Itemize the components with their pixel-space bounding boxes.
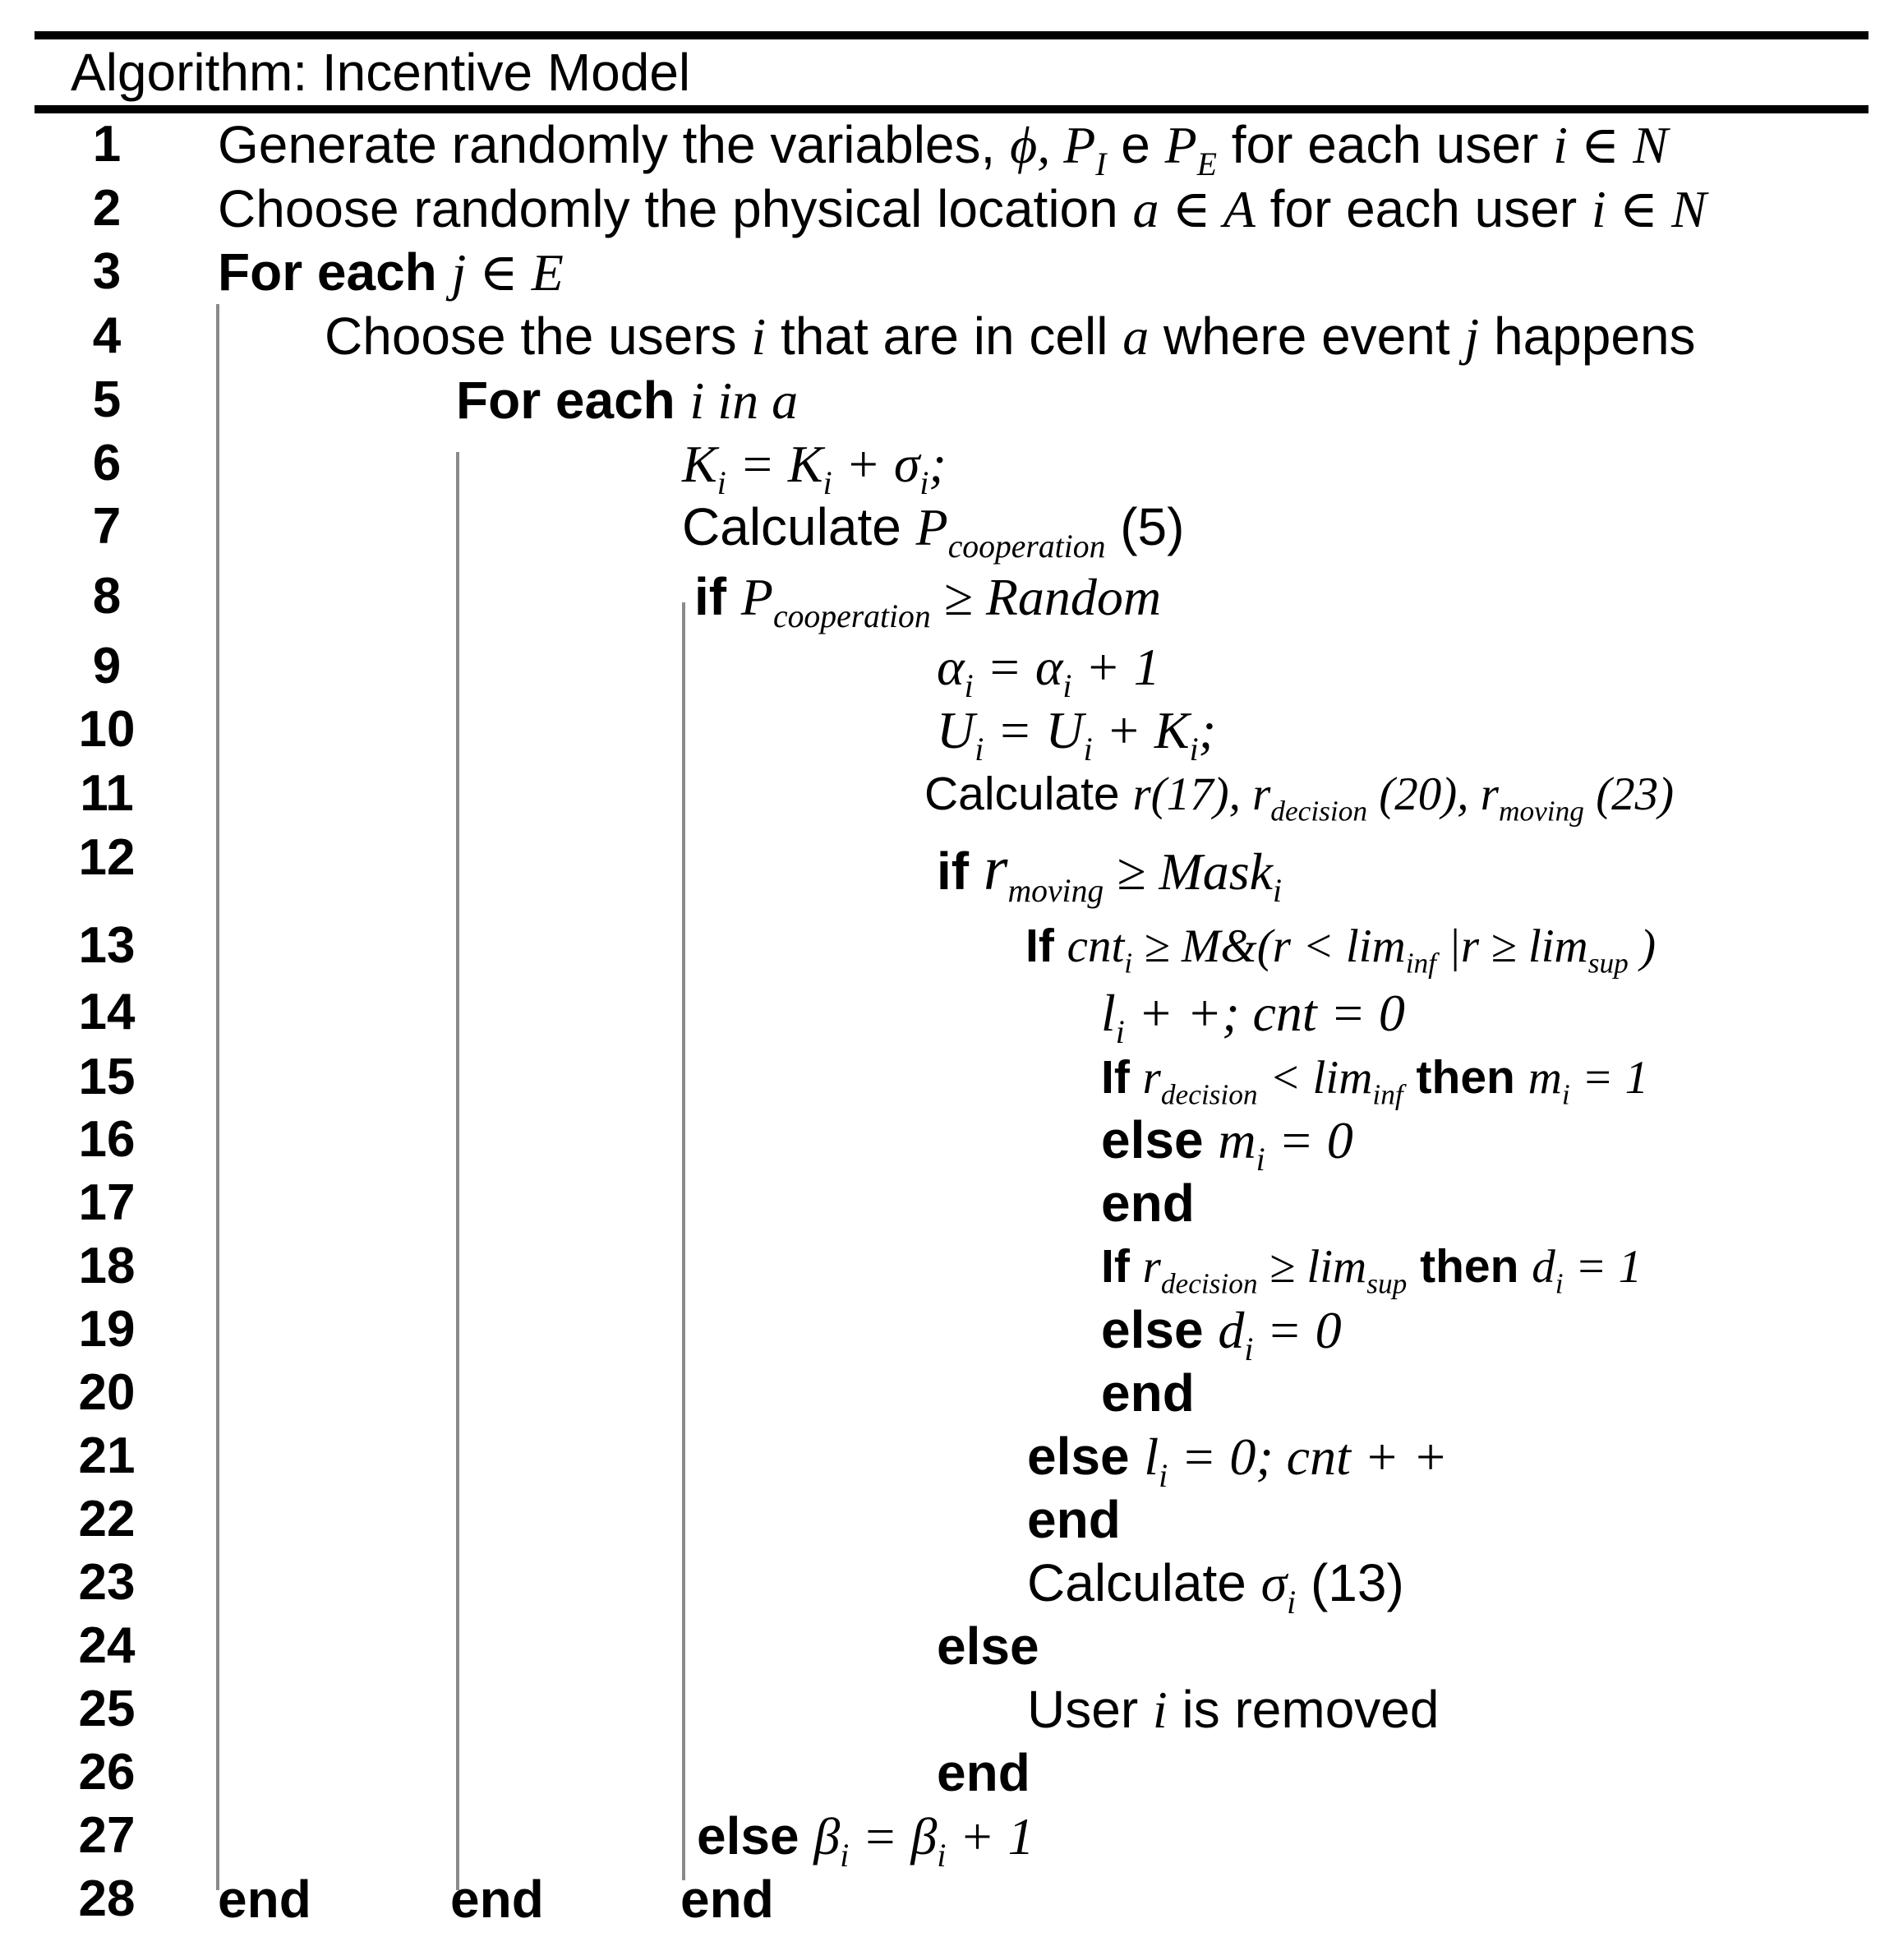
line-number: 19 [78, 1301, 136, 1358]
line-number: 5 [92, 371, 122, 428]
line-number: 25 [78, 1681, 136, 1737]
line-number: 12 [78, 829, 136, 886]
line-24: else [937, 1616, 1039, 1676]
line-number: 21 [78, 1427, 136, 1484]
line-16: else $m_i = 0$ [1101, 1110, 1353, 1178]
line-number: 4 [92, 307, 122, 364]
line-28-end-for-each-event: end [218, 1870, 311, 1929]
line-number: 16 [78, 1111, 136, 1168]
line-26: end [937, 1743, 1030, 1802]
line-20: end [1101, 1363, 1195, 1423]
line-number: 14 [78, 984, 136, 1040]
algorithm-title: Algorithm: Incentive Model [71, 43, 691, 102]
line-21: else $l_i = 0$; cnt + + [1027, 1427, 1449, 1495]
indent-bar-for-each-user [456, 452, 459, 1890]
line-4: Choose the users i that are in cell a where event j happens [325, 307, 1696, 366]
line-23: Calculate $\sigma_i$ (13) [1027, 1553, 1404, 1621]
line-6: $K_i = K_i + \sigma_i$; [682, 435, 947, 502]
line-27: else $\beta_i = \beta_i + 1$ [697, 1806, 1034, 1875]
line-22: end [1027, 1490, 1121, 1549]
line-number: 26 [78, 1744, 136, 1801]
line-number: 11 [80, 765, 134, 822]
line-18: If $r_{decision} \ge \lim_{sup}$ then $d_i = 1$ [1101, 1240, 1643, 1300]
line-2: Choose randomly the physical location a ∈ A for each user i ∈ N [218, 179, 1707, 238]
line-number: 10 [78, 701, 136, 758]
line-8: if $P_{cooperation}$ ≥ Random [694, 567, 1162, 635]
line-number: 9 [92, 638, 122, 694]
line-13: If cnt$_i$ ≥ M&(r < $\lim_{inf} |r \ge \lim_{sup}$ ) [1025, 920, 1656, 980]
line-17: end [1101, 1174, 1195, 1233]
line-number: 3 [92, 243, 122, 300]
line-14: $l_i$ + +; cnt = 0 [1101, 984, 1405, 1051]
line-5: For each i in a [456, 371, 799, 430]
line-number: 20 [78, 1364, 136, 1421]
line-12: if $r_{moving}$ ≥ Mask$_i$ [937, 834, 1283, 910]
line-number: 23 [78, 1554, 136, 1611]
line-11: Calculate r(17), $r_{decision}$ (20), $r_{moving}$ (23) [924, 768, 1675, 828]
line-number: 17 [78, 1174, 136, 1231]
line-number: 2 [92, 180, 122, 237]
line-number: 22 [78, 1491, 136, 1547]
line-number: 6 [92, 435, 122, 491]
line-number: 13 [78, 917, 136, 974]
line-number: 28 [78, 1870, 136, 1927]
indent-bar-if-cooperation [682, 602, 685, 1880]
line-7: Calculate $P_{cooperation}$ (5) [682, 497, 1185, 565]
top-rule [35, 31, 1868, 39]
line-25: User i is removed [1027, 1680, 1440, 1739]
line-number: 7 [92, 498, 122, 555]
line-3: For each j ∈ E [218, 242, 564, 302]
indent-bar-for-each-event [216, 304, 219, 1890]
line-number: 18 [78, 1238, 136, 1294]
line-number: 1 [92, 116, 122, 173]
line-10: $U_i = U_i + K_i$; [937, 701, 1216, 768]
line-number: 27 [78, 1807, 136, 1864]
line-19: else $d_i = 0$ [1101, 1300, 1342, 1368]
line-15: If $r_{decision} < \lim_{inf}$ then $m_i = 1$ [1101, 1051, 1649, 1111]
line-28-end-if: end [680, 1870, 774, 1929]
line-number: 15 [78, 1049, 136, 1105]
line-28-end-for-each-user: end [450, 1870, 544, 1929]
line-number: 24 [78, 1617, 136, 1674]
line-number: 8 [92, 568, 122, 625]
line-9: $\alpha_i = \alpha_i + 1$ [937, 638, 1160, 705]
line-1: Generate randomly the variables, ϕ, $P_I$ e $P_E$ for each user i ∈ N [218, 115, 1668, 183]
